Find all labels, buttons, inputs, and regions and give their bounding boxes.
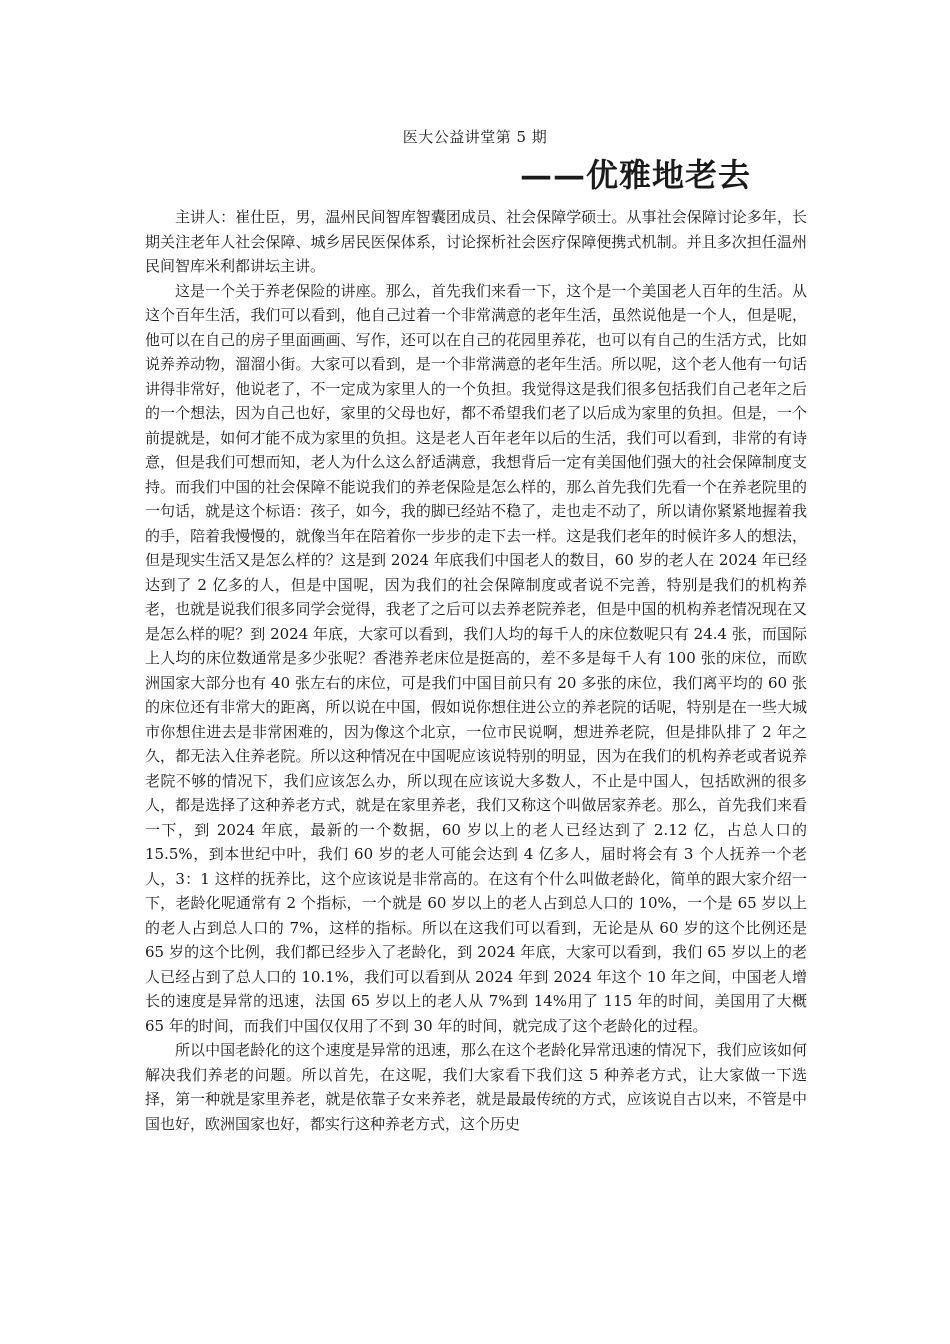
lecture-title: ——优雅地老去 — [520, 156, 752, 194]
lecture-paragraph: 所以中国老龄化的这个速度是异常的迅速，那么在这个老龄化异常迅速的情况下，我们应该如何解决我们养老的问题。所以首先，在这呢，我们大家看下我们这 5 种养老方式，让大家做一下选择，第一种就是家里养老，就是依靠子女来养老，就是最最传统的方式，应该说自古以来，不管是中国也好，欧洲国家也好，都实行这种养老方式，这个历史 — [145, 1041, 807, 1133]
lecture-body — [145, 205, 807, 1136]
speaker-intro-paragraph: 主讲人：崔仕臣，男，温州民间智库智囊团成员、社会保障学硕士。从事社会保障讨论多年，长期关注老年人社会保障、城乡居民医保体系，讨论探析社会医疗保障便携式机制。并且多次担任温州民间智库米利都讲坛主讲。 — [145, 208, 807, 275]
lecture-paragraph: 这是一个关于养老保险的讲座。那么，首先我们来看一下，这个是一个美国老人百年的生活。从这个百年生活，我们可以看到，他自己过着一个非常满意的老年生活，虽然说他是一个人，但是呢，他可以在自己的房子里面画画、写作，还可以在自己的花园里养花，也可以有自己的生活方式，比如说养养动物，溜溜小街。大家可以看到，是一个非常满意的老年生活。所以呢，这个老人他有一句话讲得非常好，他说老了，不一定成为家里人的一个负担。我觉得这是我们很多包括我们自己老年之后的一个想法，因为自己也好，家里的父母也好，都不希望我们老了以后成为家里的负担。但是，一个前提就是，如何才能不成为家里的负担。这是老人百年老年以后的生活，我们可以看到，非常的有诗意，但是我们可想而知，老人为什么这么舒适满意，我想背后一定有美国他们强大的社会保障制度支持。而我们中国的社会保障不能说我们的养老保险是怎么样的，那么首先我们先看一个在养老院里的一句话，就是这个标语：孩子，如今，我的脚已经站不稳了，走也走不动了，所以请你紧紧地握着我的手，陪着我慢慢的，就像当年在陪着你一步步的走下去一样。这是我们老年的时候许多人的想法，但是现实生活又是怎么样的？这是到 2024 年底我们中国老人的数目，60 岁的老人在 2024 年已经达到了 2 亿多的人，但是中国呢，因为我们的社会保障制度或者说不完善，特别是我们的机构养老，也就是说我们很多同学会觉得，我老了之后可以去养老院养老，但是中国的机构养老情况现在又是怎么样的呢？到 2024 年底，大家可以看到，我们人均的每千人的床位数呢只有 24.4 张，而国际上人均的床位数通常是多少张呢？香港养老床位是挺高的，差不多是每千人有 100 张的床位，而欧洲国家大部分也有 40 张左右的床位，可是我们中国目前只有 20 多张的床位，我们离平均的 60 张的床位还有非常大的距离，所以说在中国，假如说你想住进公立的养老院的话呢，特别是在一些大城市你想住进去是非常困难的，因为像这个北京，一位市民说啊，想进养老院，但是排队排了 2 年之久，都无法入住养老院。所以这种情况在中国呢应该说特别的明显，因为在我们的机构养老或者说养老院不够的情况下，我们应该怎么办，所以现在应该说大多数人，不止是中国人，包括欧洲的很多人，都是选择了这种养老方式，就是在家里养老，我们又称这个叫做居家养老。那么，首先我们来看一下，到 2024 年底，最新的一个数据，60 岁以上的老人已经达到了 2.12 亿，占总人口的 15.5%，到本世纪中叶，我们 60 岁的老人可能会达到 4 亿多人，届时将会有 3 个人抚养一个老人，3：1 这样的抚养比，这个应该说是非常高的。在这有个什么叫做老龄化，简单的跟大家介绍一下，老龄化呢通常有 2 个指标，一个就是 60 岁以上的老人占到总人口的 10%，一个是 65 岁以上的老人占到总人口的 7%，这样的指标。所以在这我们可以看到，无论是从 60 岁的这个比例还是 65 岁的这个比例，我们都已经步入了老龄化，到 2024 年底，大家可以看到，我们 65 岁以上的老人已经占到了总人口的 10.1%，我们可以看到从 2024 年到 2024 年这个 10 年之间，中国老人增长的速度是异常的迅速，法国 65 岁以上的老人从 7%到 14%用了 115 年的时间，美国用了大概 65 年的时间，而我们中国仅仅用了不到 30 年的时间，就完成了这个老龄化的过程。 — [145, 281, 807, 1035]
lecture-series-heading: 医大公益讲堂第 5 期 — [402, 128, 548, 146]
